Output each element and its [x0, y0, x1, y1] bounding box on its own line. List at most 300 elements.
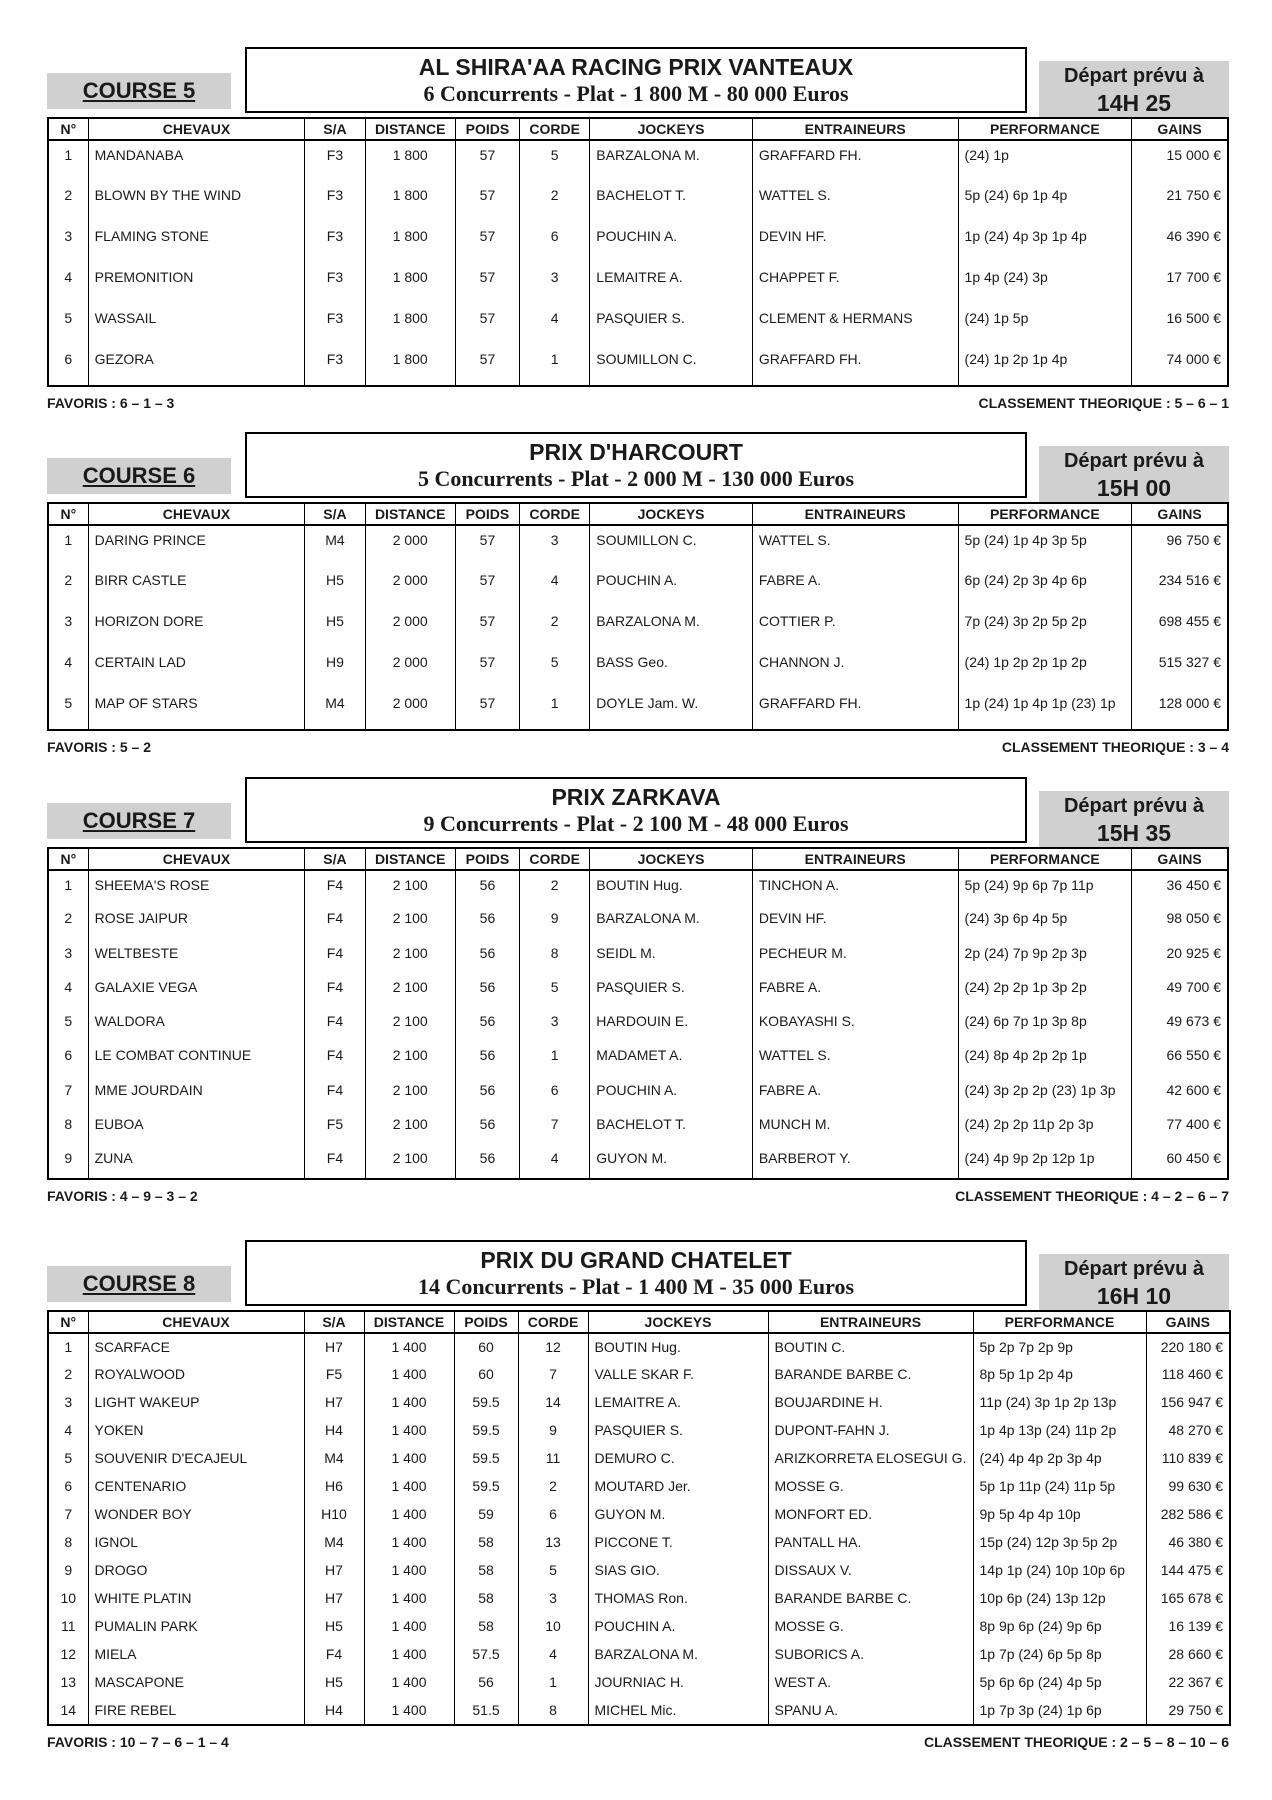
cell-trainer: WATTEL S. — [752, 181, 958, 222]
cell-num: 5 — [48, 689, 88, 730]
cell-jockey: PASQUIER S. — [590, 304, 753, 345]
col-header-distance: DISTANCE — [365, 503, 455, 525]
cell-trainer: GRAFFARD FH. — [752, 345, 958, 386]
col-header-distance: DISTANCE — [364, 1311, 454, 1333]
cell-num: 6 — [48, 1041, 88, 1075]
cell-sa: F4 — [305, 1041, 365, 1075]
cell-performance: 1p 7p 3p (24) 1p 6p — [973, 1697, 1146, 1725]
cell-gains: 77 400 € — [1132, 1110, 1228, 1144]
cell-jockey: POUCHIN A. — [588, 1613, 768, 1641]
col-header-corde: CORDE — [518, 1311, 588, 1333]
cell-gains: 96 750 € — [1132, 525, 1228, 566]
cell-gains: 15 000 € — [1132, 140, 1228, 181]
cell-trainer: GRAFFARD FH. — [752, 140, 958, 181]
cell-performance: (24) 1p 2p 1p 4p — [958, 345, 1132, 386]
table-row — [48, 222, 1228, 263]
cell-distance: 1 800 — [365, 304, 455, 345]
cell-gains: 144 475 € — [1146, 1557, 1230, 1585]
cell-gains: 49 700 € — [1132, 973, 1228, 1007]
col-header-sa: S/A — [305, 118, 365, 140]
cell-jockey: POUCHIN A. — [590, 222, 753, 263]
table-row — [48, 973, 1228, 1007]
cell-jockey: GUYON M. — [588, 1501, 768, 1529]
cell-performance: 2p (24) 7p 9p 2p 3p — [958, 939, 1132, 973]
cell-jockey: SIAS GIO. — [588, 1557, 768, 1585]
cell-num: 8 — [48, 1110, 88, 1144]
cell-performance: (24) 2p 2p 11p 2p 3p — [958, 1110, 1132, 1144]
table-row — [48, 263, 1228, 304]
cell-distance: 1 400 — [364, 1473, 454, 1501]
cell-poids: 57 — [455, 689, 519, 730]
table-row — [48, 607, 1228, 648]
cell-sa: M4 — [304, 1529, 364, 1557]
table-row — [48, 1641, 1230, 1669]
cell-sa: H5 — [304, 1613, 364, 1641]
cell-gains: 29 750 € — [1146, 1697, 1230, 1725]
cell-sa: F4 — [305, 1076, 365, 1110]
cell-poids: 56 — [455, 1076, 519, 1110]
col-header-poids: POIDS — [454, 1311, 518, 1333]
cell-trainer: MOSSE G. — [768, 1473, 973, 1501]
cell-corde: 9 — [518, 1417, 588, 1445]
cell-distance: 2 100 — [365, 1110, 455, 1144]
cell-jockey: DEMURO C. — [588, 1445, 768, 1473]
cell-performance: 1p 4p (24) 3p — [958, 263, 1132, 304]
depart-label: Départ prévu à — [1063, 65, 1205, 87]
cell-horse: GEZORA — [88, 345, 305, 386]
cell-corde: 5 — [520, 973, 590, 1007]
cell-poids: 58 — [454, 1529, 518, 1557]
cell-num: 7 — [48, 1501, 88, 1529]
table-row — [48, 1110, 1228, 1144]
course-label: COURSE 7 — [47, 803, 231, 839]
col-header-gains: GAINS — [1146, 1311, 1230, 1333]
cell-horse: MIELA — [88, 1641, 304, 1669]
cell-corde: 6 — [518, 1501, 588, 1529]
table-row — [48, 1417, 1230, 1445]
depart-time: 14H 25 — [1096, 90, 1172, 116]
cell-corde: 1 — [520, 689, 590, 730]
cell-num: 3 — [48, 1389, 88, 1417]
cell-gains: 28 660 € — [1146, 1641, 1230, 1669]
cell-performance: (24) 1p — [958, 140, 1132, 181]
table-row — [48, 1669, 1230, 1697]
cell-poids: 58 — [454, 1613, 518, 1641]
table-row — [48, 1557, 1230, 1585]
cell-trainer: KOBAYASHI S. — [752, 1007, 958, 1041]
table-row — [48, 1361, 1230, 1389]
col-header-horse: CHEVAUX — [88, 848, 305, 870]
col-header-num: N° — [48, 503, 88, 525]
cell-horse: LIGHT WAKEUP — [88, 1389, 304, 1417]
cell-distance: 2 100 — [365, 1007, 455, 1041]
col-header-corde: CORDE — [520, 848, 590, 870]
cell-horse: LE COMBAT CONTINUE — [88, 1041, 305, 1075]
cell-poids: 57 — [455, 263, 519, 304]
cell-num: 5 — [48, 304, 88, 345]
table-row — [48, 304, 1228, 345]
cell-jockey: HARDOUIN E. — [590, 1007, 753, 1041]
favoris: FAVORIS : 6 – 1 – 3 — [47, 395, 175, 411]
cell-gains: 49 673 € — [1132, 1007, 1228, 1041]
cell-distance: 1 400 — [364, 1529, 454, 1557]
table-row — [48, 1007, 1228, 1041]
cell-poids: 57.5 — [454, 1641, 518, 1669]
cell-corde: 2 — [520, 181, 590, 222]
cell-gains: 234 516 € — [1132, 566, 1228, 607]
cell-poids: 59 — [454, 1501, 518, 1529]
cell-poids: 56 — [454, 1669, 518, 1697]
cell-horse: DROGO — [88, 1557, 304, 1585]
cell-poids: 57 — [455, 304, 519, 345]
cell-trainer: MUNCH M. — [752, 1110, 958, 1144]
cell-trainer: FABRE A. — [752, 973, 958, 1007]
cell-distance: 1 800 — [365, 222, 455, 263]
race-course-8 — [47, 1240, 1229, 1756]
cell-performance: (24) 3p 2p 2p (23) 1p 3p — [958, 1076, 1132, 1110]
cell-gains: 165 678 € — [1146, 1585, 1230, 1613]
cell-corde: 13 — [518, 1529, 588, 1557]
cell-horse: BIRR CASTLE — [88, 566, 305, 607]
col-header-performance: PERFORMANCE — [958, 503, 1132, 525]
cell-horse: MASCAPONE — [88, 1669, 304, 1697]
table-row — [48, 345, 1228, 386]
cell-jockey: PICCONE T. — [588, 1529, 768, 1557]
cell-gains: 156 947 € — [1146, 1389, 1230, 1417]
cell-sa: H10 — [304, 1501, 364, 1529]
cell-poids: 56 — [455, 973, 519, 1007]
depart-time: 15H 00 — [1096, 475, 1172, 501]
cell-gains: 20 925 € — [1132, 939, 1228, 973]
race-subtitle: 9 Concurrents - Plat - 2 100 M - 48 000 Euros — [423, 811, 849, 836]
cell-sa: F4 — [305, 904, 365, 938]
cell-distance: 2 100 — [365, 870, 455, 904]
cell-sa: F3 — [305, 140, 365, 181]
cell-corde: 6 — [520, 222, 590, 263]
cell-gains: 128 000 € — [1132, 689, 1228, 730]
cell-num: 2 — [48, 1361, 88, 1389]
cell-corde: 5 — [520, 140, 590, 181]
col-header-trainer: ENTRAINEURS — [752, 118, 958, 140]
cell-num: 4 — [48, 648, 88, 689]
cell-distance: 1 400 — [364, 1557, 454, 1585]
cell-sa: H7 — [304, 1585, 364, 1613]
cell-jockey: SOUMILLON C. — [590, 525, 753, 566]
race-subtitle: 5 Concurrents - Plat - 2 000 M - 130 000 Euros — [417, 466, 855, 491]
cell-trainer: ARIZKORRETA ELOSEGUI G. — [768, 1445, 973, 1473]
col-header-gains: GAINS — [1132, 118, 1228, 140]
table-row — [48, 1697, 1230, 1725]
cell-performance: 1p 7p (24) 6p 5p 8p — [973, 1641, 1146, 1669]
cell-poids: 56 — [455, 904, 519, 938]
cell-corde: 4 — [520, 1144, 590, 1178]
cell-num: 5 — [48, 1007, 88, 1041]
cell-poids: 56 — [455, 870, 519, 904]
cell-num: 11 — [48, 1613, 88, 1641]
col-header-trainer: ENTRAINEURS — [752, 848, 958, 870]
col-header-distance: DISTANCE — [365, 848, 455, 870]
table-row — [48, 870, 1228, 904]
cell-num: 2 — [48, 181, 88, 222]
cell-horse: ZUNA — [88, 1144, 305, 1178]
col-header-jockey: JOCKEYS — [590, 503, 753, 525]
cell-performance: 9p 5p 4p 4p 10p — [973, 1501, 1146, 1529]
cell-sa: F5 — [305, 1110, 365, 1144]
cell-distance: 2 100 — [365, 1076, 455, 1110]
cell-distance: 1 800 — [365, 263, 455, 304]
cell-performance: 6p (24) 2p 3p 4p 6p — [958, 566, 1132, 607]
cell-distance: 2 000 — [365, 648, 455, 689]
cell-corde: 2 — [518, 1473, 588, 1501]
cell-jockey: BACHELOT T. — [590, 1110, 753, 1144]
cell-poids: 57 — [455, 566, 519, 607]
race-header — [47, 1240, 1229, 1310]
cell-corde: 3 — [520, 263, 590, 304]
depart-box — [1039, 446, 1229, 502]
table-row — [48, 1389, 1230, 1417]
cell-jockey: JOURNIAC H. — [588, 1669, 768, 1697]
table-row — [48, 1445, 1230, 1473]
cell-horse: WASSAIL — [88, 304, 305, 345]
cell-jockey: PASQUIER S. — [588, 1417, 768, 1445]
cell-sa: H7 — [304, 1557, 364, 1585]
cell-performance: (24) 4p 9p 2p 12p 1p — [958, 1144, 1132, 1178]
col-header-performance: PERFORMANCE — [958, 848, 1132, 870]
cell-horse: HORIZON DORE — [88, 607, 305, 648]
cell-gains: 16 500 € — [1132, 304, 1228, 345]
col-header-jockey: JOCKEYS — [590, 848, 753, 870]
cell-trainer: SPANU A. — [768, 1697, 973, 1725]
cell-sa: H7 — [304, 1389, 364, 1417]
cell-distance: 1 800 — [365, 140, 455, 181]
cell-performance: 10p 6p (24) 13p 12p — [973, 1585, 1146, 1613]
cell-trainer: DEVIN HF. — [752, 222, 958, 263]
cell-poids: 56 — [455, 939, 519, 973]
depart-box — [1039, 791, 1229, 847]
cell-jockey: SOUMILLON C. — [590, 345, 753, 386]
cell-num: 4 — [48, 973, 88, 1007]
cell-jockey: SEIDL M. — [590, 939, 753, 973]
table-row — [48, 939, 1228, 973]
cell-sa: F4 — [305, 973, 365, 1007]
table-row — [48, 181, 1228, 222]
col-header-horse: CHEVAUX — [88, 118, 305, 140]
cell-horse: SHEEMA'S ROSE — [88, 870, 305, 904]
cell-corde: 9 — [520, 904, 590, 938]
race-footer — [47, 1188, 1229, 1210]
cell-corde: 10 — [518, 1613, 588, 1641]
cell-horse: FLAMING STONE — [88, 222, 305, 263]
cell-num: 3 — [48, 939, 88, 973]
cell-distance: 2 000 — [365, 607, 455, 648]
race-title-box — [245, 1240, 1027, 1306]
cell-jockey: PASQUIER S. — [590, 973, 753, 1007]
race-title: PRIX D'HARCOURT — [529, 439, 743, 465]
cell-distance: 1 400 — [364, 1613, 454, 1641]
cell-poids: 58 — [454, 1585, 518, 1613]
col-header-distance: DISTANCE — [365, 118, 455, 140]
cell-trainer: WEST A. — [768, 1669, 973, 1697]
cell-jockey: POUCHIN A. — [590, 1076, 753, 1110]
cell-gains: 282 586 € — [1146, 1501, 1230, 1529]
cell-performance: 5p (24) 1p 4p 3p 5p — [958, 525, 1132, 566]
cell-gains: 98 050 € — [1132, 904, 1228, 938]
cell-performance: (24) 3p 6p 4p 5p — [958, 904, 1132, 938]
cell-sa: F4 — [305, 939, 365, 973]
col-header-jockey: JOCKEYS — [590, 118, 753, 140]
cell-trainer: BARBEROT Y. — [752, 1144, 958, 1178]
depart-label: Départ prévu à — [1063, 450, 1205, 472]
cell-corde: 6 — [520, 1076, 590, 1110]
cell-num: 6 — [48, 345, 88, 386]
favoris: FAVORIS : 4 – 9 – 3 – 2 — [47, 1187, 198, 1204]
race-footer — [47, 739, 1229, 761]
course-label: COURSE 6 — [47, 458, 231, 494]
cell-num: 4 — [48, 1417, 88, 1445]
depart-label: Départ prévu à — [1063, 795, 1205, 817]
race-title-box — [245, 777, 1027, 843]
cell-horse: DARING PRINCE — [88, 525, 305, 566]
cell-gains: 60 450 € — [1132, 1144, 1228, 1178]
cell-horse: PREMONITION — [88, 263, 305, 304]
cell-trainer: DUPONT-FAHN J. — [768, 1417, 973, 1445]
cell-performance: 14p 1p (24) 10p 10p 6p — [973, 1557, 1146, 1585]
cell-jockey: BACHELOT T. — [590, 181, 753, 222]
race-footer — [47, 395, 1229, 417]
cell-trainer: MONFORT ED. — [768, 1501, 973, 1529]
cell-trainer: CHAPPET F. — [752, 263, 958, 304]
table-row — [48, 1529, 1230, 1557]
cell-jockey: MADAMET A. — [590, 1041, 753, 1075]
cell-horse: WONDER BOY — [88, 1501, 304, 1529]
cell-gains: 99 630 € — [1146, 1473, 1230, 1501]
cell-gains: 110 839 € — [1146, 1445, 1230, 1473]
cell-corde: 1 — [518, 1669, 588, 1697]
cell-jockey: BOUTIN Hug. — [590, 870, 753, 904]
cell-gains: 36 450 € — [1132, 870, 1228, 904]
cell-performance: 5p (24) 9p 6p 7p 11p — [958, 870, 1132, 904]
race-course-6 — [47, 432, 1229, 761]
cell-num: 7 — [48, 1076, 88, 1110]
cell-jockey: LEMAITRE A. — [588, 1389, 768, 1417]
cell-corde: 1 — [520, 345, 590, 386]
cell-num: 13 — [48, 1669, 88, 1697]
cell-gains: 42 600 € — [1132, 1076, 1228, 1110]
race-title: PRIX DU GRAND CHATELET — [480, 1247, 792, 1273]
cell-trainer: DEVIN HF. — [752, 904, 958, 938]
cell-gains: 515 327 € — [1132, 648, 1228, 689]
cell-performance: (24) 6p 7p 1p 3p 8p — [958, 1007, 1132, 1041]
race-title-box — [245, 432, 1027, 498]
cell-performance: (24) 2p 2p 1p 3p 2p — [958, 973, 1132, 1007]
cell-num: 3 — [48, 607, 88, 648]
runners-table — [47, 847, 1229, 1180]
cell-num: 2 — [48, 904, 88, 938]
col-header-horse: CHEVAUX — [88, 1311, 304, 1333]
cell-trainer: WATTEL S. — [752, 1041, 958, 1075]
cell-trainer: TINCHON A. — [752, 870, 958, 904]
classement-theorique: CLASSEMENT THEORIQUE : 2 – 5 – 8 – 10 – 6 — [924, 1734, 1229, 1750]
cell-distance: 2 100 — [365, 1144, 455, 1178]
header-row — [48, 848, 1228, 870]
table-row — [48, 566, 1228, 607]
cell-num: 1 — [48, 525, 88, 566]
cell-distance: 2 000 — [365, 525, 455, 566]
cell-gains: 21 750 € — [1132, 181, 1228, 222]
cell-sa: M4 — [305, 525, 365, 566]
cell-horse: CERTAIN LAD — [88, 648, 305, 689]
col-header-gains: GAINS — [1132, 503, 1228, 525]
cell-distance: 2 100 — [365, 939, 455, 973]
cell-jockey: BARZALONA M. — [590, 904, 753, 938]
cell-trainer: DISSAUX V. — [768, 1557, 973, 1585]
cell-num: 8 — [48, 1529, 88, 1557]
cell-corde: 8 — [520, 939, 590, 973]
cell-gains: 66 550 € — [1132, 1041, 1228, 1075]
race-subtitle: 6 Concurrents - Plat - 1 800 M - 80 000 Euros — [423, 81, 849, 106]
cell-sa: F3 — [305, 263, 365, 304]
cell-corde: 3 — [520, 1007, 590, 1041]
cell-gains: 16 139 € — [1146, 1613, 1230, 1641]
cell-poids: 57 — [455, 140, 519, 181]
cell-trainer: BARANDE BARBE C. — [768, 1361, 973, 1389]
cell-poids: 57 — [455, 345, 519, 386]
table-row — [48, 1473, 1230, 1501]
cell-sa: F4 — [305, 870, 365, 904]
race-course-5 — [47, 47, 1229, 417]
cell-poids: 51.5 — [454, 1697, 518, 1725]
cell-sa: H4 — [304, 1697, 364, 1725]
cell-corde: 4 — [520, 566, 590, 607]
col-header-jockey: JOCKEYS — [588, 1311, 768, 1333]
cell-gains: 118 460 € — [1146, 1361, 1230, 1389]
cell-sa: H9 — [305, 648, 365, 689]
cell-performance: 1p 4p 13p (24) 11p 2p — [973, 1417, 1146, 1445]
cell-distance: 1 400 — [364, 1333, 454, 1361]
table-row — [48, 904, 1228, 938]
cell-jockey: BARZALONA M. — [590, 140, 753, 181]
cell-sa: F3 — [305, 345, 365, 386]
race-subtitle: 14 Concurrents - Plat - 1 400 M - 35 000 Euros — [417, 1274, 855, 1299]
cell-num: 1 — [48, 140, 88, 181]
cell-sa: H5 — [304, 1669, 364, 1697]
cell-corde: 4 — [518, 1641, 588, 1669]
depart-label: Départ prévu à — [1063, 1258, 1205, 1280]
cell-horse: FIRE REBEL — [88, 1697, 304, 1725]
cell-performance: 11p (24) 3p 1p 2p 13p — [973, 1389, 1146, 1417]
cell-performance: 1p (24) 4p 3p 1p 4p — [958, 222, 1132, 263]
cell-horse: MANDANABA — [88, 140, 305, 181]
cell-sa: F5 — [304, 1361, 364, 1389]
runners-table — [47, 502, 1229, 731]
cell-trainer: WATTEL S. — [752, 525, 958, 566]
cell-horse: SOUVENIR D'ECAJEUL — [88, 1445, 304, 1473]
header-row — [48, 1311, 1230, 1333]
table-row — [48, 1333, 1230, 1361]
cell-num: 1 — [48, 870, 88, 904]
cell-gains: 74 000 € — [1132, 345, 1228, 386]
table-row — [48, 1585, 1230, 1613]
cell-poids: 56 — [455, 1007, 519, 1041]
course-label: COURSE 8 — [47, 1266, 231, 1302]
cell-distance: 2 100 — [365, 973, 455, 1007]
cell-performance: (24) 4p 4p 2p 3p 4p — [973, 1445, 1146, 1473]
cell-poids: 57 — [455, 525, 519, 566]
cell-corde: 2 — [520, 870, 590, 904]
cell-num: 4 — [48, 263, 88, 304]
cell-gains: 48 270 € — [1146, 1417, 1230, 1445]
cell-horse: WHITE PLATIN — [88, 1585, 304, 1613]
